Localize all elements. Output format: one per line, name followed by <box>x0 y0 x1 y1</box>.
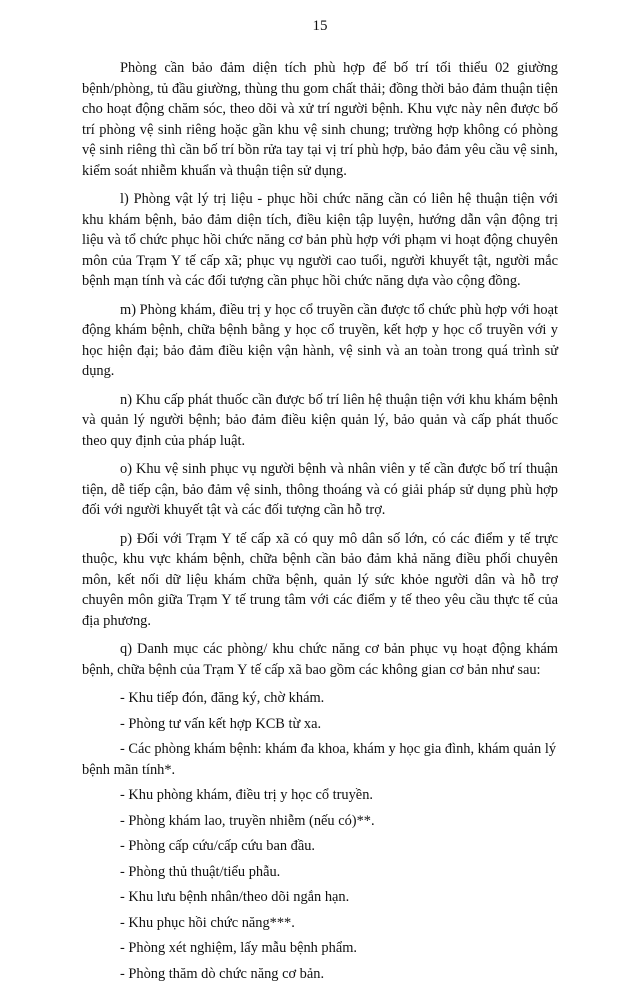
paragraph-pharmacy: n) Khu cấp phát thuốc cần được bố trí liên hệ thuận tiện với khu khám bệnh và quản lý người bệnh; bảo đảm điều kiện quản lý, bảo quản và cấp phát thuốc theo quy định của pháp luật. <box>82 390 558 452</box>
list-item: - Khu phục hồi chức năng***. <box>82 913 558 934</box>
paragraph-traditional-medicine: m) Phòng khám, điều trị y học cổ truyền cần được tổ chức phù hợp với hoạt động khám bệnh, chữa bệnh bằng y học cổ truyền, kết hợp y học cổ truyền với y học hiện đại; bảo đảm điều kiện vận hành, vệ sinh và an toàn trong quá trình sử dụng. <box>82 300 558 382</box>
list-item: - Khu tiếp đón, đăng ký, chờ khám. <box>82 688 558 709</box>
list-item: - Khu phòng khám, điều trị y học cổ truyền. <box>82 785 558 806</box>
list-item: - Phòng thăm dò chức năng cơ bản. <box>82 964 558 984</box>
page-number: 15 <box>82 0 558 40</box>
paragraph-physiotherapy: l) Phòng vật lý trị liệu - phục hồi chức năng cần có liên hệ thuận tiện với khu khám bệnh, bảo đảm diện tích, điều kiện tập luyện, hướng dẫn vận động trị liệu và tổ chức phục hồi chức năng cơ bản phù hợp với phạm vi hoạt động chuyên môn của Trạm Y tế cấp xã; phục vụ người cao tuổi, người khuyết tật, người mắc bệnh mạn tính và các đối tượng cần phục hồi chức năng dựa vào cộng đồng. <box>82 189 558 292</box>
list-item: - Phòng thủ thuật/tiểu phẫu. <box>82 862 558 883</box>
list-item: - Phòng tư vấn kết hợp KCB từ xa. <box>82 714 558 735</box>
paragraph-room-list-intro: q) Danh mục các phòng/ khu chức năng cơ bản phục vụ hoạt động khám bệnh, chữa bệnh của Trạm Y tế cấp xã bao gồm các không gian cơ bản như sau: <box>82 639 558 680</box>
list-item: - Khu lưu bệnh nhân/theo dõi ngắn hạn. <box>82 887 558 908</box>
paragraph-large-stations: p) Đối với Trạm Y tế cấp xã có quy mô dân số lớn, có các điểm y tế trực thuộc, khu vực khám bệnh, chữa bệnh cần bảo đảm khả năng điều phối chuyên môn, kết nối dữ liệu khám chữa bệnh, quản lý sức khỏe người dân và hỗ trợ chuyên môn giữa Trạm Y tế trung tâm với các điểm y tế theo yêu cầu thực tế của địa phương. <box>82 529 558 632</box>
list-item: - Các phòng khám bệnh: khám đa khoa, khám y học gia đình, khám quản lý bệnh mãn tính*. <box>82 739 558 780</box>
list-item: - Phòng khám lao, truyền nhiễm (nếu có)**. <box>82 811 558 832</box>
list-item: - Phòng cấp cứu/cấp cứu ban đầu. <box>82 836 558 857</box>
list-item: - Phòng xét nghiệm, lấy mẫu bệnh phẩm. <box>82 938 558 959</box>
paragraph-sanitation: o) Khu vệ sinh phục vụ người bệnh và nhân viên y tế cần được bố trí thuận tiện, dễ tiếp cận, bảo đảm vệ sinh, thông thoáng và có giải pháp sử dụng phù hợp đối với người khuyết tật và các đối tượng cần hỗ trợ. <box>82 459 558 521</box>
paragraph-room-area: Phòng cần bảo đảm diện tích phù hợp để bố trí tối thiểu 02 giường bệnh/phòng, tủ đầu giường, thùng thu gom chất thải; đồng thời bảo đảm thuận tiện cho hoạt động chăm sóc, theo dõi và xử trí người bệnh. Khu vực này nên được bố trí phòng vệ sinh riêng hoặc gần khu vệ sinh chung; trường hợp không có phòng vệ sinh riêng thì cần bố trí bồn rửa tay tại vị trí phù hợp, bảo đảm yêu cầu vệ sinh, kiểm soát nhiễm khuẩn và thuận tiện sử dụng. <box>82 58 558 181</box>
